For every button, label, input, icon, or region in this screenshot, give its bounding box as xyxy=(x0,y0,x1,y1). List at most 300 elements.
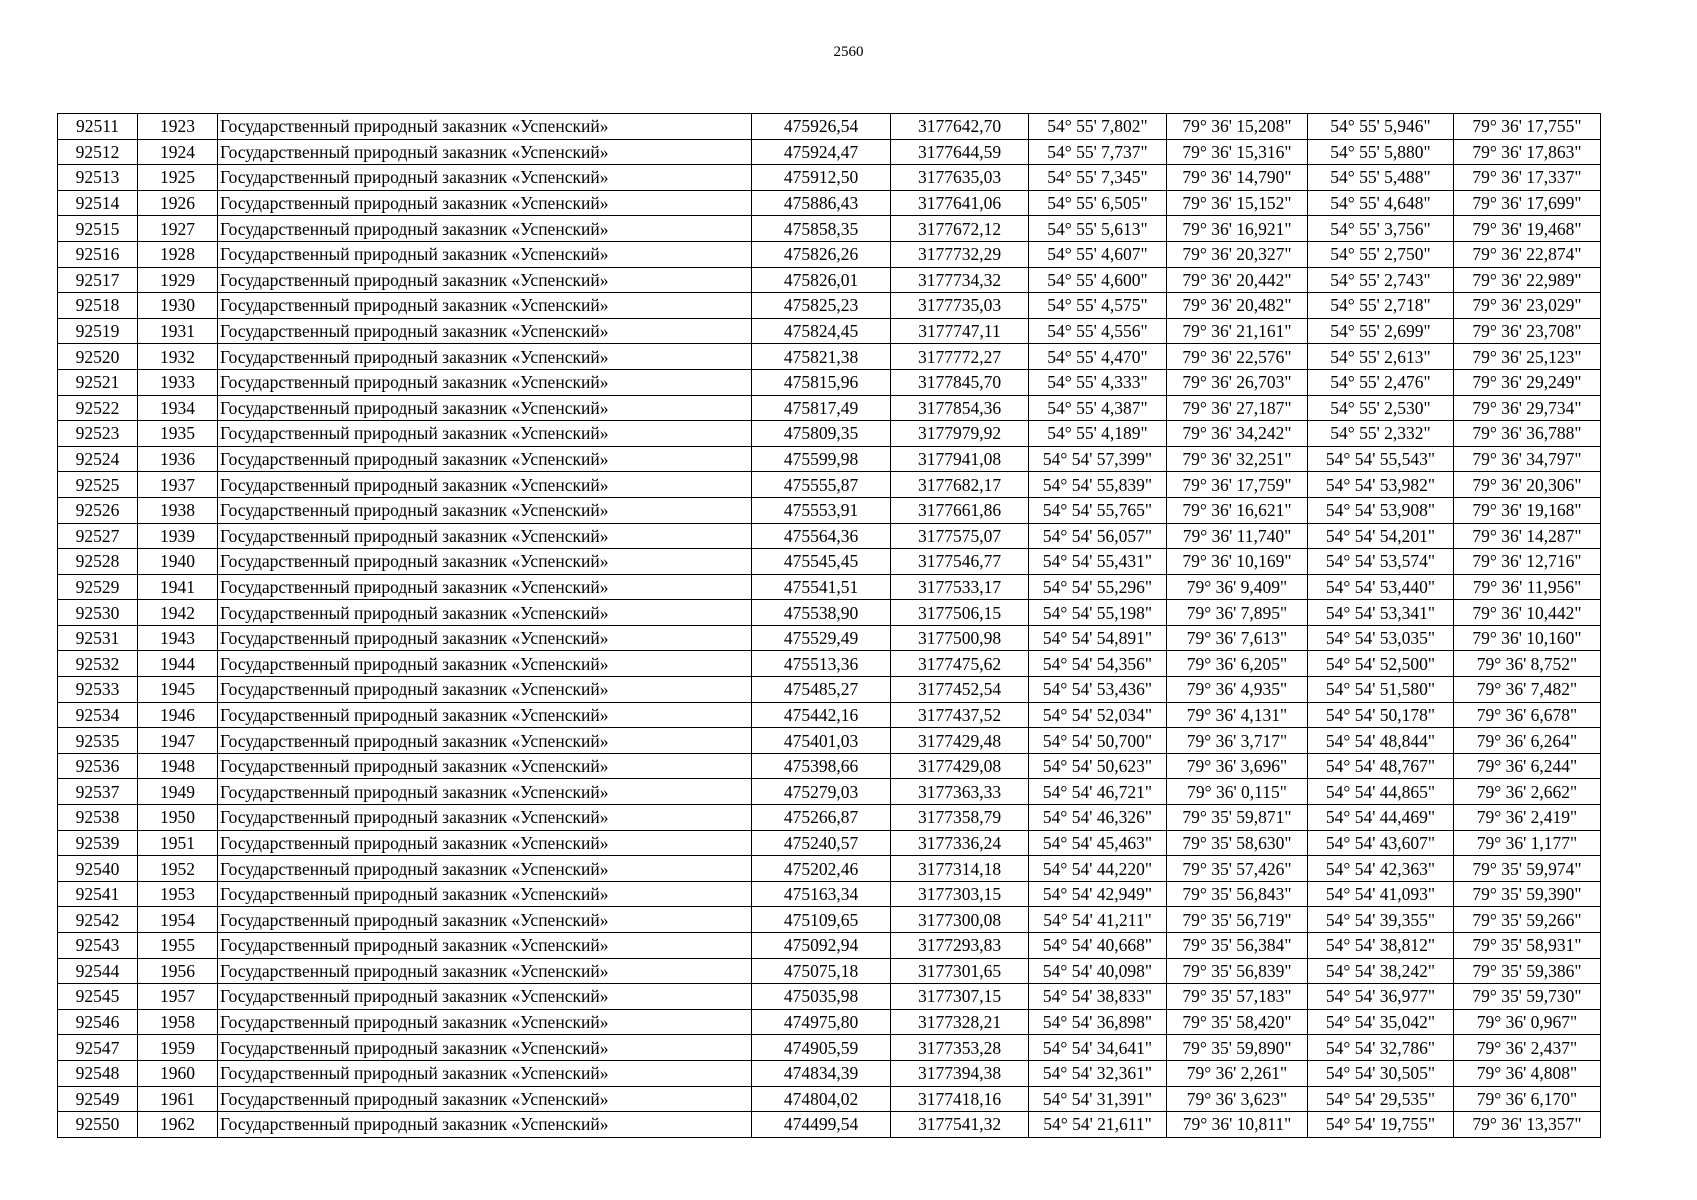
latitude-cell: 54° 54' 56,057" xyxy=(1029,523,1167,549)
row-id-cell: 92541 xyxy=(58,881,138,907)
table-row xyxy=(58,216,1601,242)
table-row xyxy=(58,395,1601,421)
row-id-cell: 92528 xyxy=(58,549,138,575)
row-id-cell: 92542 xyxy=(58,907,138,933)
x-coordinate-cell: 475513,36 xyxy=(752,651,891,677)
y-coordinate-cell: 3177500,98 xyxy=(891,625,1029,651)
latitude-alt-cell: 54° 55' 4,648" xyxy=(1308,190,1454,216)
latitude-alt-cell: 54° 54' 53,035" xyxy=(1308,625,1454,651)
latitude-cell: 54° 55' 6,505" xyxy=(1029,190,1167,216)
row-id-cell: 92521 xyxy=(58,369,138,395)
point-number-cell: 1946 xyxy=(138,702,218,728)
point-number-cell: 1960 xyxy=(138,1060,218,1086)
x-coordinate-cell: 475035,98 xyxy=(752,984,891,1010)
area-name-cell: Государственный природный заказник «Успенский» xyxy=(218,421,752,447)
point-number-cell: 1953 xyxy=(138,881,218,907)
point-number-cell: 1959 xyxy=(138,1035,218,1061)
area-name-cell: Государственный природный заказник «Успенский» xyxy=(218,651,752,677)
longitude-cell: 79° 36' 15,316" xyxy=(1167,139,1308,165)
y-coordinate-cell: 3177336,24 xyxy=(891,830,1029,856)
table-row xyxy=(58,472,1601,498)
latitude-alt-cell: 54° 55' 2,332" xyxy=(1308,421,1454,447)
table-row xyxy=(58,549,1601,575)
point-number-cell: 1942 xyxy=(138,600,218,626)
longitude-cell: 79° 36' 20,327" xyxy=(1167,241,1308,267)
longitude-cell: 79° 36' 20,442" xyxy=(1167,267,1308,293)
x-coordinate-cell: 475109,65 xyxy=(752,907,891,933)
latitude-cell: 54° 55' 4,470" xyxy=(1029,344,1167,370)
y-coordinate-cell: 3177300,08 xyxy=(891,907,1029,933)
area-name-cell: Государственный природный заказник «Успенский» xyxy=(218,190,752,216)
point-number-cell: 1937 xyxy=(138,472,218,498)
latitude-cell: 54° 54' 32,361" xyxy=(1029,1060,1167,1086)
table-row xyxy=(58,421,1601,447)
longitude-alt-cell: 79° 36' 19,468" xyxy=(1454,216,1601,242)
longitude-cell: 79° 35' 56,384" xyxy=(1167,933,1308,959)
point-number-cell: 1956 xyxy=(138,958,218,984)
latitude-cell: 54° 54' 55,839" xyxy=(1029,472,1167,498)
row-id-cell: 92525 xyxy=(58,472,138,498)
x-coordinate-cell: 475824,45 xyxy=(752,318,891,344)
latitude-cell: 54° 54' 52,034" xyxy=(1029,702,1167,728)
x-coordinate-cell: 475926,54 xyxy=(752,114,891,140)
x-coordinate-cell: 475541,51 xyxy=(752,574,891,600)
table-row xyxy=(58,241,1601,267)
table-row xyxy=(58,1060,1601,1086)
point-number-cell: 1935 xyxy=(138,421,218,447)
point-number-cell: 1954 xyxy=(138,907,218,933)
row-id-cell: 92536 xyxy=(58,753,138,779)
longitude-cell: 79° 36' 14,790" xyxy=(1167,165,1308,191)
area-name-cell: Государственный природный заказник «Успенский» xyxy=(218,728,752,754)
latitude-alt-cell: 54° 54' 44,469" xyxy=(1308,805,1454,831)
longitude-alt-cell: 79° 36' 2,437" xyxy=(1454,1035,1601,1061)
latitude-alt-cell: 54° 54' 53,440" xyxy=(1308,574,1454,600)
table-row xyxy=(58,984,1601,1010)
x-coordinate-cell: 475858,35 xyxy=(752,216,891,242)
point-number-cell: 1930 xyxy=(138,293,218,319)
longitude-alt-cell: 79° 36' 6,170" xyxy=(1454,1086,1601,1112)
y-coordinate-cell: 3177672,12 xyxy=(891,216,1029,242)
table-row xyxy=(58,702,1601,728)
point-number-cell: 1936 xyxy=(138,446,218,472)
row-id-cell: 92527 xyxy=(58,523,138,549)
y-coordinate-cell: 3177575,07 xyxy=(891,523,1029,549)
table-row xyxy=(58,369,1601,395)
latitude-cell: 54° 54' 46,721" xyxy=(1029,779,1167,805)
area-name-cell: Государственный природный заказник «Успенский» xyxy=(218,600,752,626)
x-coordinate-cell: 474834,39 xyxy=(752,1060,891,1086)
longitude-cell: 79° 36' 3,623" xyxy=(1167,1086,1308,1112)
table-row xyxy=(58,1009,1601,1035)
table-row xyxy=(58,574,1601,600)
longitude-alt-cell: 79° 36' 14,287" xyxy=(1454,523,1601,549)
y-coordinate-cell: 3177541,32 xyxy=(891,1112,1029,1138)
y-coordinate-cell: 3177358,79 xyxy=(891,805,1029,831)
y-coordinate-cell: 3177394,38 xyxy=(891,1060,1029,1086)
latitude-cell: 54° 55' 5,613" xyxy=(1029,216,1167,242)
longitude-alt-cell: 79° 36' 4,808" xyxy=(1454,1060,1601,1086)
point-number-cell: 1939 xyxy=(138,523,218,549)
latitude-alt-cell: 54° 55' 3,756" xyxy=(1308,216,1454,242)
longitude-alt-cell: 79° 36' 7,482" xyxy=(1454,677,1601,703)
latitude-cell: 54° 55' 4,575" xyxy=(1029,293,1167,319)
area-name-cell: Государственный природный заказник «Успенский» xyxy=(218,395,752,421)
latitude-cell: 54° 54' 41,211" xyxy=(1029,907,1167,933)
x-coordinate-cell: 475075,18 xyxy=(752,958,891,984)
row-id-cell: 92532 xyxy=(58,651,138,677)
area-name-cell: Государственный природный заказник «Успенский» xyxy=(218,139,752,165)
longitude-alt-cell: 79° 36' 13,357" xyxy=(1454,1112,1601,1138)
longitude-cell: 79° 36' 22,576" xyxy=(1167,344,1308,370)
latitude-alt-cell: 54° 54' 29,535" xyxy=(1308,1086,1454,1112)
longitude-cell: 79° 35' 58,630" xyxy=(1167,830,1308,856)
x-coordinate-cell: 475401,03 xyxy=(752,728,891,754)
row-id-cell: 92549 xyxy=(58,1086,138,1112)
table-row xyxy=(58,293,1601,319)
latitude-alt-cell: 54° 54' 38,812" xyxy=(1308,933,1454,959)
latitude-alt-cell: 54° 54' 54,201" xyxy=(1308,523,1454,549)
longitude-alt-cell: 79° 36' 2,662" xyxy=(1454,779,1601,805)
area-name-cell: Государственный природный заказник «Успенский» xyxy=(218,267,752,293)
table-row xyxy=(58,1112,1601,1138)
longitude-cell: 79° 36' 10,169" xyxy=(1167,549,1308,575)
area-name-cell: Государственный природный заказник «Успенский» xyxy=(218,907,752,933)
table-row xyxy=(58,830,1601,856)
area-name-cell: Государственный природный заказник «Успенский» xyxy=(218,114,752,140)
area-name-cell: Государственный природный заказник «Успенский» xyxy=(218,753,752,779)
latitude-cell: 54° 55' 4,556" xyxy=(1029,318,1167,344)
area-name-cell: Государственный природный заказник «Успенский» xyxy=(218,293,752,319)
area-name-cell: Государственный природный заказник «Успенский» xyxy=(218,779,752,805)
x-coordinate-cell: 475924,47 xyxy=(752,139,891,165)
longitude-cell: 79° 35' 57,426" xyxy=(1167,856,1308,882)
longitude-alt-cell: 79° 36' 12,716" xyxy=(1454,549,1601,575)
point-number-cell: 1961 xyxy=(138,1086,218,1112)
longitude-alt-cell: 79° 36' 22,874" xyxy=(1454,241,1601,267)
area-name-cell: Государственный природный заказник «Успенский» xyxy=(218,574,752,600)
longitude-alt-cell: 79° 36' 20,306" xyxy=(1454,472,1601,498)
row-id-cell: 92544 xyxy=(58,958,138,984)
point-number-cell: 1952 xyxy=(138,856,218,882)
longitude-cell: 79° 36' 4,131" xyxy=(1167,702,1308,728)
table-row xyxy=(58,497,1601,523)
x-coordinate-cell: 475825,23 xyxy=(752,293,891,319)
latitude-cell: 54° 54' 31,391" xyxy=(1029,1086,1167,1112)
longitude-cell: 79° 36' 2,261" xyxy=(1167,1060,1308,1086)
y-coordinate-cell: 3177452,54 xyxy=(891,677,1029,703)
point-number-cell: 1958 xyxy=(138,1009,218,1035)
y-coordinate-cell: 3177845,70 xyxy=(891,369,1029,395)
latitude-alt-cell: 54° 54' 42,363" xyxy=(1308,856,1454,882)
latitude-cell: 54° 54' 55,431" xyxy=(1029,549,1167,575)
x-coordinate-cell: 475599,98 xyxy=(752,446,891,472)
latitude-cell: 54° 54' 42,949" xyxy=(1029,881,1167,907)
point-number-cell: 1933 xyxy=(138,369,218,395)
x-coordinate-cell: 474499,54 xyxy=(752,1112,891,1138)
row-id-cell: 92517 xyxy=(58,267,138,293)
longitude-cell: 79° 36' 34,242" xyxy=(1167,421,1308,447)
longitude-alt-cell: 79° 36' 17,863" xyxy=(1454,139,1601,165)
row-id-cell: 92519 xyxy=(58,318,138,344)
y-coordinate-cell: 3177747,11 xyxy=(891,318,1029,344)
longitude-cell: 79° 35' 56,719" xyxy=(1167,907,1308,933)
point-number-cell: 1944 xyxy=(138,651,218,677)
longitude-alt-cell: 79° 35' 58,931" xyxy=(1454,933,1601,959)
latitude-alt-cell: 54° 54' 53,574" xyxy=(1308,549,1454,575)
x-coordinate-cell: 475545,45 xyxy=(752,549,891,575)
latitude-alt-cell: 54° 54' 38,242" xyxy=(1308,958,1454,984)
y-coordinate-cell: 3177301,65 xyxy=(891,958,1029,984)
area-name-cell: Государственный природный заказник «Успенский» xyxy=(218,1060,752,1086)
longitude-cell: 79° 36' 7,613" xyxy=(1167,625,1308,651)
row-id-cell: 92533 xyxy=(58,677,138,703)
longitude-alt-cell: 79° 35' 59,266" xyxy=(1454,907,1601,933)
x-coordinate-cell: 475279,03 xyxy=(752,779,891,805)
point-number-cell: 1951 xyxy=(138,830,218,856)
x-coordinate-cell: 475815,96 xyxy=(752,369,891,395)
point-number-cell: 1950 xyxy=(138,805,218,831)
area-name-cell: Государственный природный заказник «Успенский» xyxy=(218,702,752,728)
longitude-cell: 79° 36' 27,187" xyxy=(1167,395,1308,421)
row-id-cell: 92514 xyxy=(58,190,138,216)
latitude-cell: 54° 54' 50,700" xyxy=(1029,728,1167,754)
table-row xyxy=(58,958,1601,984)
row-id-cell: 92529 xyxy=(58,574,138,600)
table-row xyxy=(58,139,1601,165)
point-number-cell: 1941 xyxy=(138,574,218,600)
y-coordinate-cell: 3177437,52 xyxy=(891,702,1029,728)
table-row xyxy=(58,933,1601,959)
row-id-cell: 92540 xyxy=(58,856,138,882)
y-coordinate-cell: 3177642,70 xyxy=(891,114,1029,140)
x-coordinate-cell: 475555,87 xyxy=(752,472,891,498)
latitude-alt-cell: 54° 55' 5,946" xyxy=(1308,114,1454,140)
latitude-cell: 54° 54' 38,833" xyxy=(1029,984,1167,1010)
row-id-cell: 92520 xyxy=(58,344,138,370)
longitude-cell: 79° 36' 6,205" xyxy=(1167,651,1308,677)
x-coordinate-cell: 475240,57 xyxy=(752,830,891,856)
y-coordinate-cell: 3177735,03 xyxy=(891,293,1029,319)
point-number-cell: 1929 xyxy=(138,267,218,293)
latitude-alt-cell: 54° 54' 48,767" xyxy=(1308,753,1454,779)
longitude-alt-cell: 79° 36' 10,442" xyxy=(1454,600,1601,626)
y-coordinate-cell: 3177732,29 xyxy=(891,241,1029,267)
latitude-alt-cell: 54° 55' 2,718" xyxy=(1308,293,1454,319)
table-row xyxy=(58,344,1601,370)
longitude-alt-cell: 79° 36' 6,244" xyxy=(1454,753,1601,779)
longitude-alt-cell: 79° 36' 10,160" xyxy=(1454,625,1601,651)
table-row xyxy=(58,523,1601,549)
row-id-cell: 92543 xyxy=(58,933,138,959)
point-number-cell: 1940 xyxy=(138,549,218,575)
row-id-cell: 92535 xyxy=(58,728,138,754)
area-name-cell: Государственный природный заказник «Успенский» xyxy=(218,472,752,498)
longitude-alt-cell: 79° 36' 19,168" xyxy=(1454,497,1601,523)
longitude-cell: 79° 36' 7,895" xyxy=(1167,600,1308,626)
area-name-cell: Государственный природный заказник «Успенский» xyxy=(218,549,752,575)
longitude-alt-cell: 79° 36' 34,797" xyxy=(1454,446,1601,472)
area-name-cell: Государственный природный заказник «Успенский» xyxy=(218,1009,752,1035)
x-coordinate-cell: 475886,43 xyxy=(752,190,891,216)
y-coordinate-cell: 3177307,15 xyxy=(891,984,1029,1010)
longitude-alt-cell: 79° 36' 17,337" xyxy=(1454,165,1601,191)
latitude-cell: 54° 55' 7,737" xyxy=(1029,139,1167,165)
latitude-cell: 54° 55' 4,600" xyxy=(1029,267,1167,293)
area-name-cell: Государственный природный заказник «Успенский» xyxy=(218,446,752,472)
point-number-cell: 1926 xyxy=(138,190,218,216)
table-row xyxy=(58,600,1601,626)
longitude-cell: 79° 36' 16,921" xyxy=(1167,216,1308,242)
area-name-cell: Государственный природный заказник «Успенский» xyxy=(218,318,752,344)
y-coordinate-cell: 3177314,18 xyxy=(891,856,1029,882)
longitude-alt-cell: 79° 35' 59,730" xyxy=(1454,984,1601,1010)
row-id-cell: 92515 xyxy=(58,216,138,242)
y-coordinate-cell: 3177303,15 xyxy=(891,881,1029,907)
latitude-alt-cell: 54° 54' 19,755" xyxy=(1308,1112,1454,1138)
longitude-cell: 79° 36' 32,251" xyxy=(1167,446,1308,472)
longitude-alt-cell: 79° 36' 29,249" xyxy=(1454,369,1601,395)
longitude-cell: 79° 36' 3,696" xyxy=(1167,753,1308,779)
y-coordinate-cell: 3177546,77 xyxy=(891,549,1029,575)
table-row xyxy=(58,114,1601,140)
y-coordinate-cell: 3177682,17 xyxy=(891,472,1029,498)
latitude-cell: 54° 54' 55,198" xyxy=(1029,600,1167,626)
point-number-cell: 1932 xyxy=(138,344,218,370)
longitude-cell: 79° 35' 56,843" xyxy=(1167,881,1308,907)
longitude-alt-cell: 79° 36' 8,752" xyxy=(1454,651,1601,677)
row-id-cell: 92545 xyxy=(58,984,138,1010)
y-coordinate-cell: 3177641,06 xyxy=(891,190,1029,216)
longitude-cell: 79° 36' 0,115" xyxy=(1167,779,1308,805)
y-coordinate-cell: 3177506,15 xyxy=(891,600,1029,626)
point-number-cell: 1945 xyxy=(138,677,218,703)
table-row xyxy=(58,677,1601,703)
longitude-cell: 79° 36' 10,811" xyxy=(1167,1112,1308,1138)
row-id-cell: 92524 xyxy=(58,446,138,472)
x-coordinate-cell: 474975,80 xyxy=(752,1009,891,1035)
row-id-cell: 92516 xyxy=(58,241,138,267)
latitude-cell: 54° 54' 50,623" xyxy=(1029,753,1167,779)
longitude-cell: 79° 36' 15,208" xyxy=(1167,114,1308,140)
longitude-alt-cell: 79° 36' 25,123" xyxy=(1454,344,1601,370)
point-number-cell: 1943 xyxy=(138,625,218,651)
table-row xyxy=(58,267,1601,293)
area-name-cell: Государственный природный заказник «Успенский» xyxy=(218,625,752,651)
table-row xyxy=(58,728,1601,754)
longitude-alt-cell: 79° 35' 59,386" xyxy=(1454,958,1601,984)
longitude-cell: 79° 36' 16,621" xyxy=(1167,497,1308,523)
point-number-cell: 1934 xyxy=(138,395,218,421)
table-row xyxy=(58,856,1601,882)
latitude-alt-cell: 54° 54' 51,580" xyxy=(1308,677,1454,703)
longitude-alt-cell: 79° 36' 23,029" xyxy=(1454,293,1601,319)
latitude-alt-cell: 54° 55' 5,880" xyxy=(1308,139,1454,165)
latitude-cell: 54° 55' 4,607" xyxy=(1029,241,1167,267)
point-number-cell: 1949 xyxy=(138,779,218,805)
longitude-alt-cell: 79° 36' 0,967" xyxy=(1454,1009,1601,1035)
area-name-cell: Государственный природный заказник «Успенский» xyxy=(218,369,752,395)
latitude-cell: 54° 54' 54,891" xyxy=(1029,625,1167,651)
latitude-alt-cell: 54° 55' 2,743" xyxy=(1308,267,1454,293)
latitude-cell: 54° 54' 54,356" xyxy=(1029,651,1167,677)
x-coordinate-cell: 475817,49 xyxy=(752,395,891,421)
area-name-cell: Государственный природный заказник «Успенский» xyxy=(218,958,752,984)
row-id-cell: 92522 xyxy=(58,395,138,421)
latitude-cell: 54° 54' 55,296" xyxy=(1029,574,1167,600)
x-coordinate-cell: 474905,59 xyxy=(752,1035,891,1061)
area-name-cell: Государственный природный заказник «Успенский» xyxy=(218,1086,752,1112)
longitude-alt-cell: 79° 36' 1,177" xyxy=(1454,830,1601,856)
x-coordinate-cell: 475202,46 xyxy=(752,856,891,882)
row-id-cell: 92546 xyxy=(58,1009,138,1035)
y-coordinate-cell: 3177429,48 xyxy=(891,728,1029,754)
point-number-cell: 1938 xyxy=(138,497,218,523)
table-row xyxy=(58,446,1601,472)
latitude-alt-cell: 54° 54' 30,505" xyxy=(1308,1060,1454,1086)
row-id-cell: 92537 xyxy=(58,779,138,805)
longitude-alt-cell: 79° 35' 59,390" xyxy=(1454,881,1601,907)
table-row xyxy=(58,625,1601,651)
row-id-cell: 92530 xyxy=(58,600,138,626)
x-coordinate-cell: 475442,16 xyxy=(752,702,891,728)
latitude-alt-cell: 54° 55' 5,488" xyxy=(1308,165,1454,191)
latitude-cell: 54° 54' 21,611" xyxy=(1029,1112,1167,1138)
x-coordinate-cell: 475564,36 xyxy=(752,523,891,549)
area-name-cell: Государственный природный заказник «Успенский» xyxy=(218,677,752,703)
y-coordinate-cell: 3177661,86 xyxy=(891,497,1029,523)
x-coordinate-cell: 475538,90 xyxy=(752,600,891,626)
y-coordinate-cell: 3177475,62 xyxy=(891,651,1029,677)
latitude-cell: 54° 54' 40,098" xyxy=(1029,958,1167,984)
x-coordinate-cell: 475163,34 xyxy=(752,881,891,907)
row-id-cell: 92518 xyxy=(58,293,138,319)
y-coordinate-cell: 3177941,08 xyxy=(891,446,1029,472)
longitude-cell: 79° 35' 56,839" xyxy=(1167,958,1308,984)
table-row xyxy=(58,165,1601,191)
latitude-cell: 54° 54' 44,220" xyxy=(1029,856,1167,882)
point-number-cell: 1927 xyxy=(138,216,218,242)
point-number-cell: 1924 xyxy=(138,139,218,165)
table-row xyxy=(58,881,1601,907)
latitude-cell: 54° 54' 34,641" xyxy=(1029,1035,1167,1061)
longitude-cell: 79° 35' 59,871" xyxy=(1167,805,1308,831)
longitude-alt-cell: 79° 36' 23,708" xyxy=(1454,318,1601,344)
longitude-cell: 79° 36' 21,161" xyxy=(1167,318,1308,344)
y-coordinate-cell: 3177644,59 xyxy=(891,139,1029,165)
latitude-cell: 54° 54' 57,399" xyxy=(1029,446,1167,472)
table-row xyxy=(58,318,1601,344)
longitude-alt-cell: 79° 36' 17,699" xyxy=(1454,190,1601,216)
coordinates-table xyxy=(57,113,1601,1138)
row-id-cell: 92526 xyxy=(58,497,138,523)
latitude-alt-cell: 54° 54' 53,341" xyxy=(1308,600,1454,626)
y-coordinate-cell: 3177353,28 xyxy=(891,1035,1029,1061)
table-row xyxy=(58,190,1601,216)
area-name-cell: Государственный природный заказник «Успенский» xyxy=(218,830,752,856)
latitude-cell: 54° 54' 53,436" xyxy=(1029,677,1167,703)
area-name-cell: Государственный природный заказник «Успенский» xyxy=(218,241,752,267)
area-name-cell: Государственный природный заказник «Успенский» xyxy=(218,523,752,549)
longitude-cell: 79° 35' 58,420" xyxy=(1167,1009,1308,1035)
area-name-cell: Государственный природный заказник «Успенский» xyxy=(218,856,752,882)
latitude-alt-cell: 54° 54' 53,982" xyxy=(1308,472,1454,498)
latitude-alt-cell: 54° 54' 44,865" xyxy=(1308,779,1454,805)
area-name-cell: Государственный природный заказник «Успенский» xyxy=(218,344,752,370)
point-number-cell: 1931 xyxy=(138,318,218,344)
latitude-alt-cell: 54° 55' 2,699" xyxy=(1308,318,1454,344)
x-coordinate-cell: 474804,02 xyxy=(752,1086,891,1112)
